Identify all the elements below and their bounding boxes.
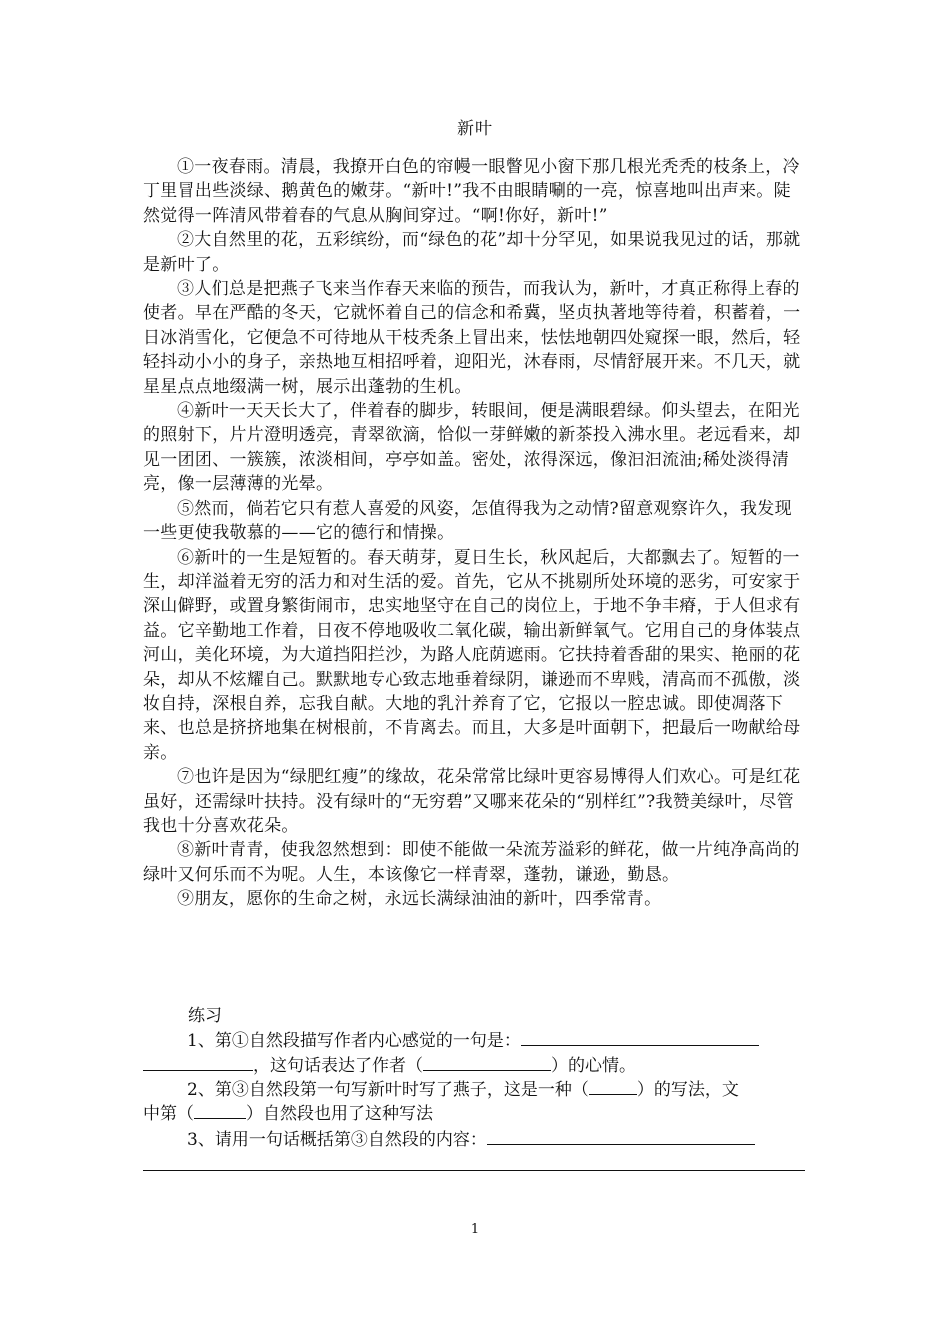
question-2-line-1 [143, 1076, 805, 1102]
paragraph-4: ④新叶一天天长大了，伴着春的脚步，转眼间，便是满眼碧绿。仰头望去，在阳光的照射下，片片澄明透亮，青翠欲滴，恰似一芽鲜嫩的新茶投入沸水里。老远看来，却见一团团、一簇簇，浓淡相间，亭亭如盖。密处，浓得深远，像汩汩流油;稀处淡得清亮，像一层薄薄的光晕。 [143, 401, 801, 495]
question-3-line-1 [143, 1126, 805, 1152]
question-2-text-2: ）的写法，文 [636, 1080, 739, 1100]
question-2-text-3: 中第（ [143, 1104, 194, 1124]
question-1-line-2 [143, 1052, 805, 1078]
article-body [143, 155, 805, 912]
answer-blank-q1-sentence[interactable] [521, 1027, 759, 1046]
question-1-text: 1、第①自然段描写作者内心感觉的一句是： [187, 1031, 521, 1051]
answer-blank-q1-feeling[interactable] [423, 1052, 551, 1071]
question-2-text-4: ）自然段也用了这种写法 [246, 1104, 433, 1124]
paragraph-6: ⑥新叶的一生是短暂的。春天萌芽，夏日生长，秋风起后，大都飘去了。短暂的一生，却洋溢着无穷的活力和对生活的爱。首先，它从不挑剔所处环境的恶劣，可安家于深山僻野，或置身繁街闹市，忠实地坚守在自己的岗位上，于地不争丰瘠，于人但求有益。它辛勤地工作着，日夜不停地吸收二氧化碳，输出新鲜氧气。它用自己的身体装点河山，美化环境，为大道挡阳拦沙，为路人庇荫遮雨。它扶持着香甜的果实、艳丽的花朵，却从不炫耀自己。默默地专心致志地垂着绿阴，谦逊而不卑贱，清高而不孤傲，淡妆自持，深根自养，忘我自献。大地的乳汁养育了它，它报以一腔忠诚。即使凋落下来、也总是挤挤地集在树根前，不肯离去。而且，大多是叶面朝下，把最后一吻献给母亲。 [143, 547, 801, 763]
question-3-text: 3、请用一句话概括第③自然段的内容： [187, 1130, 487, 1150]
paragraph-1: ①一夜春雨。清晨，我撩开白色的帘幔一眼瞥见小窗下那几根光秃秃的枝条上，冷丁里冒出些淡绿、鹅黄色的嫩芽。“新叶!”我不由眼睛唰的一亮，惊喜地叫出声来。陡然觉得一阵清风带着春的气息从胸间穿过。“啊!你好，新叶!” [143, 157, 800, 226]
answer-blank-q2-technique[interactable] [589, 1076, 637, 1095]
paragraph-9: ⑨朋友，愿你的生命之树，永远长满绿油油的新叶，四季常青。 [177, 889, 662, 910]
question-1-text-2: ，这句话表达了作者（ [253, 1056, 423, 1076]
article-title: 新叶 [457, 119, 493, 139]
question-2-line-2 [143, 1100, 805, 1126]
paragraph-8: ⑧新叶青青，使我忽然想到：即使不能做一朵流芳溢彩的鲜花，做一片纯净高尚的绿叶又何乐而不为呢。人生，本该像它一样青翠，蓬勃，谦逊，勤恳。 [143, 840, 800, 885]
paragraph-3: ③人们总是把燕子飞来当作春天来临的预告，而我认为，新叶，才真正称得上春的使者。早在严酷的冬天，它就怀着自己的信念和希冀，坚贞执著地等待着，积蓄着，一日冰消雪化，它便急不可待地从干枝秃条上冒出来，怯怯地朝四处窥探一眼，然后，轻轻抖动小小的身子，亲热地互相招呼着，迎阳光，沐春雨，尽情舒展开来。不几天，就星星点点地缀满一树，展示出蓬勃的生机。 [143, 279, 801, 397]
question-1-text-3: ）的心情。 [551, 1056, 636, 1076]
paragraph-2: ②大自然里的花，五彩缤纷，而“绿色的花”却十分罕见，如果说我见过的话，那就是新叶了。 [143, 230, 801, 275]
paragraph-7: ⑦也许是因为“绿肥红瘦”的缘故，花朵常常比绿叶更容易博得人们欢心。可是红花虽好，还需绿叶扶持。没有绿叶的“无穷碧”又哪来花朵的“别样红”?我赞美绿叶，尽管我也十分喜欢花朵。 [143, 767, 801, 836]
answer-blank-q2-paragraph[interactable] [194, 1100, 246, 1119]
answer-line-q3-cont[interactable] [143, 1170, 805, 1171]
question-1-line-1 [143, 1027, 805, 1053]
exercise-heading: 练习 [188, 1006, 222, 1026]
answer-blank-q1-sentence-cont[interactable] [143, 1052, 253, 1071]
page-number: 1 [470, 1222, 480, 1237]
answer-blank-q3-summary[interactable] [487, 1126, 755, 1145]
question-2-text: 2、第③自然段第一句写新叶时写了燕子，这是一种（ [187, 1080, 589, 1100]
paragraph-5: ⑤然而，倘若它只有惹人喜爱的风姿，怎值得我为之动情?留意观察许久，我发现一些更使我敬慕的——它的德行和情操。 [143, 498, 792, 544]
